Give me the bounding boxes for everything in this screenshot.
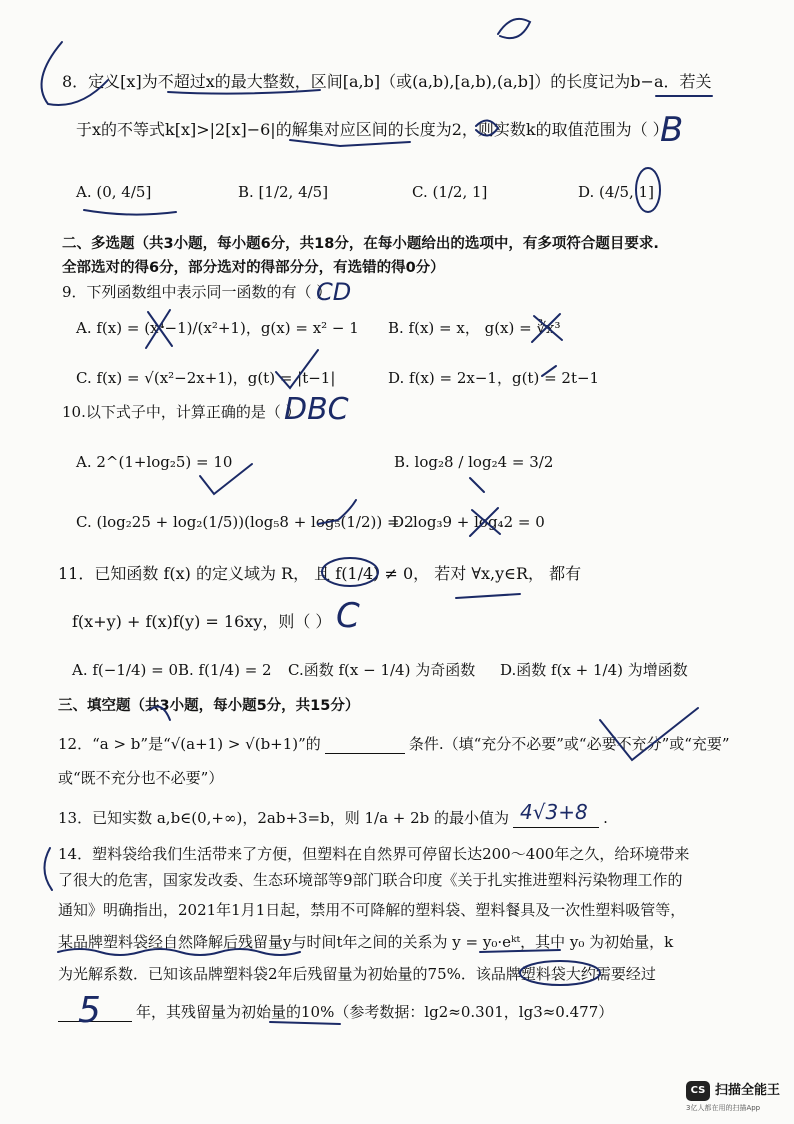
q14-line6 <box>58 1002 613 1022</box>
q11-option-d: D.函数 f(x + 1/4) 为增函数 <box>500 661 688 679</box>
q12-line2: 或“既不充分也不必要”） <box>58 769 224 787</box>
scanner-logo-name: 扫描全能王 <box>715 1083 781 1098</box>
q12-text-a: 12．“a > b”是“√(a+1) > √(b+1)”的 <box>58 735 321 753</box>
q11-option-c: C.函数 f(x − 1/4) 为奇函数 <box>288 661 476 679</box>
section3-heading: 三、填空题（共3小题，每小题5分，共15分） <box>58 698 360 714</box>
q10-option-c: C. (log₂25 + log₂(1/5))(log₅8 + log₅(1/2)) = 2 <box>76 513 414 531</box>
q14-text: 年，其残留量为初始量的10%（参考数据：lg2≈0.301，lg3≈0.477） <box>136 1003 614 1021</box>
q13-handwritten-answer: 4√3+8 <box>520 800 588 824</box>
q8-option-a: A. (0, 4/5] <box>76 183 152 201</box>
q12-answer-blank[interactable] <box>325 737 405 754</box>
q9-option-d: D. f(x) = 2x−1，g(t) = 2t−1 <box>388 369 600 387</box>
q13-text-a: 13．已知实数 a,b∈(0,+∞)，2ab+3=b，则 1/a + 2b 的最小值为 <box>58 809 510 827</box>
q9-option-c: C. f(x) = √(x²−2x+1)，g(t) = |t−1| <box>76 369 336 387</box>
q11-option-a: A. f(−1/4) = 0 <box>72 661 178 679</box>
q8-line2: 于x的不等式k[x]>|2[x]−6|的解集对应区间的长度为2，则实数k的取值范围为（ ） <box>76 120 669 139</box>
q9-stem: 9．下列函数组中表示同一函数的有（ ） <box>62 283 332 301</box>
scanner-logo-icon: CS <box>686 1081 710 1101</box>
q14-left-bracket <box>44 848 52 890</box>
q8-line1: 8．定义[x]为不超过x的最大整数，区间[a,b]（或(a,b),[a,b),(a,b]）的长度记为b−a．若关 <box>62 72 712 91</box>
q9-option-b: B. f(x) = x， g(x) = ∛x³ <box>388 319 561 337</box>
q10-option-b: B. log₂8 / log₂4 = 3/2 <box>394 453 554 471</box>
q10-handwritten-answer: DBC <box>284 392 349 427</box>
q9-handwritten-answer: CD <box>316 278 352 306</box>
q8-option-d: D. (4/5, 1] <box>578 183 654 201</box>
q11-line1: 11．已知函数 f(x) 的定义域为 R， 且 f(1/4) ≠ 0， 若对 ∀x,y∈R， 都有 <box>58 564 582 583</box>
q10-option-d: D. log₃9 + log₄2 = 0 <box>392 513 545 531</box>
q11-line2: f(x+y) + f(x)f(y) = 16xy，则（ ） <box>72 612 332 631</box>
q8-handwritten-answer: B <box>660 110 684 150</box>
q14-line3: 通知》明确指出，2021年1月1日起，禁用不可降解的塑料袋、塑料餐具及一次性塑料吸管等， <box>58 901 686 919</box>
q14-percent-underline <box>270 1022 340 1024</box>
q11-handwritten-answer: C <box>336 596 360 636</box>
q14-line2: 了很大的危害，国家发改委、生态环境部等9部门联合印度《关于扎实推进塑料污染物理工作的 <box>58 871 683 889</box>
q8-wave-mark <box>290 140 410 146</box>
q11-condition-underline <box>456 594 520 598</box>
q14-line1: 14．塑料袋给我们生活带来了方便，但塑料在自然界可停留长达200～400年之久，给环境带来 <box>58 845 690 863</box>
q8-option-b: B. [1/2, 4/5] <box>238 183 329 201</box>
q14-line5: 为光解系数．已知该品牌塑料袋2年后残留量为初始量的75%．该品牌塑料袋大约需要经过 <box>58 965 656 983</box>
q11-option-b: B. f(1/4) = 2 <box>178 661 272 679</box>
q12-line1 <box>58 734 730 754</box>
scanner-watermark <box>686 1078 790 1118</box>
q10-stem: 10.以下式子中，计算正确的是（ ） <box>62 403 301 421</box>
q8-option-c: C. (1/2, 1] <box>412 183 488 201</box>
q14-line4: 某品牌塑料袋经自然降解后残留量y与时间t年之间的关系为 y = y₀·eᵏᵗ，其中 y₀ 为初始量，k <box>58 933 674 951</box>
q14-handwritten-answer: 5 <box>78 990 101 1031</box>
q13-text-b: . <box>603 809 608 827</box>
section2-heading: 二、多选题（共3小题，每小题6分，共18分，在每小题给出的选项中，有多项符合题目要求. <box>62 236 659 252</box>
q9-option-a: A. f(x) = (x⁴−1)/(x²+1)，g(x) = x² − 1 <box>76 319 359 337</box>
q10-option-a: A. 2^(1+log₂5) = 10 <box>76 453 233 471</box>
top-scribble <box>498 19 530 38</box>
q12-text-b: 条件.（填“充分不必要”或“必要不充分”或“充要” <box>408 735 730 753</box>
section2-note: 全部选对的得6分，部分选对的得部分分，有选错的得0分） <box>62 260 445 276</box>
q10-b-check <box>470 478 484 492</box>
scanner-logo-tagline: 3亿人都在用的扫描App <box>686 1104 761 1112</box>
q8-option-a-underline <box>84 210 176 215</box>
